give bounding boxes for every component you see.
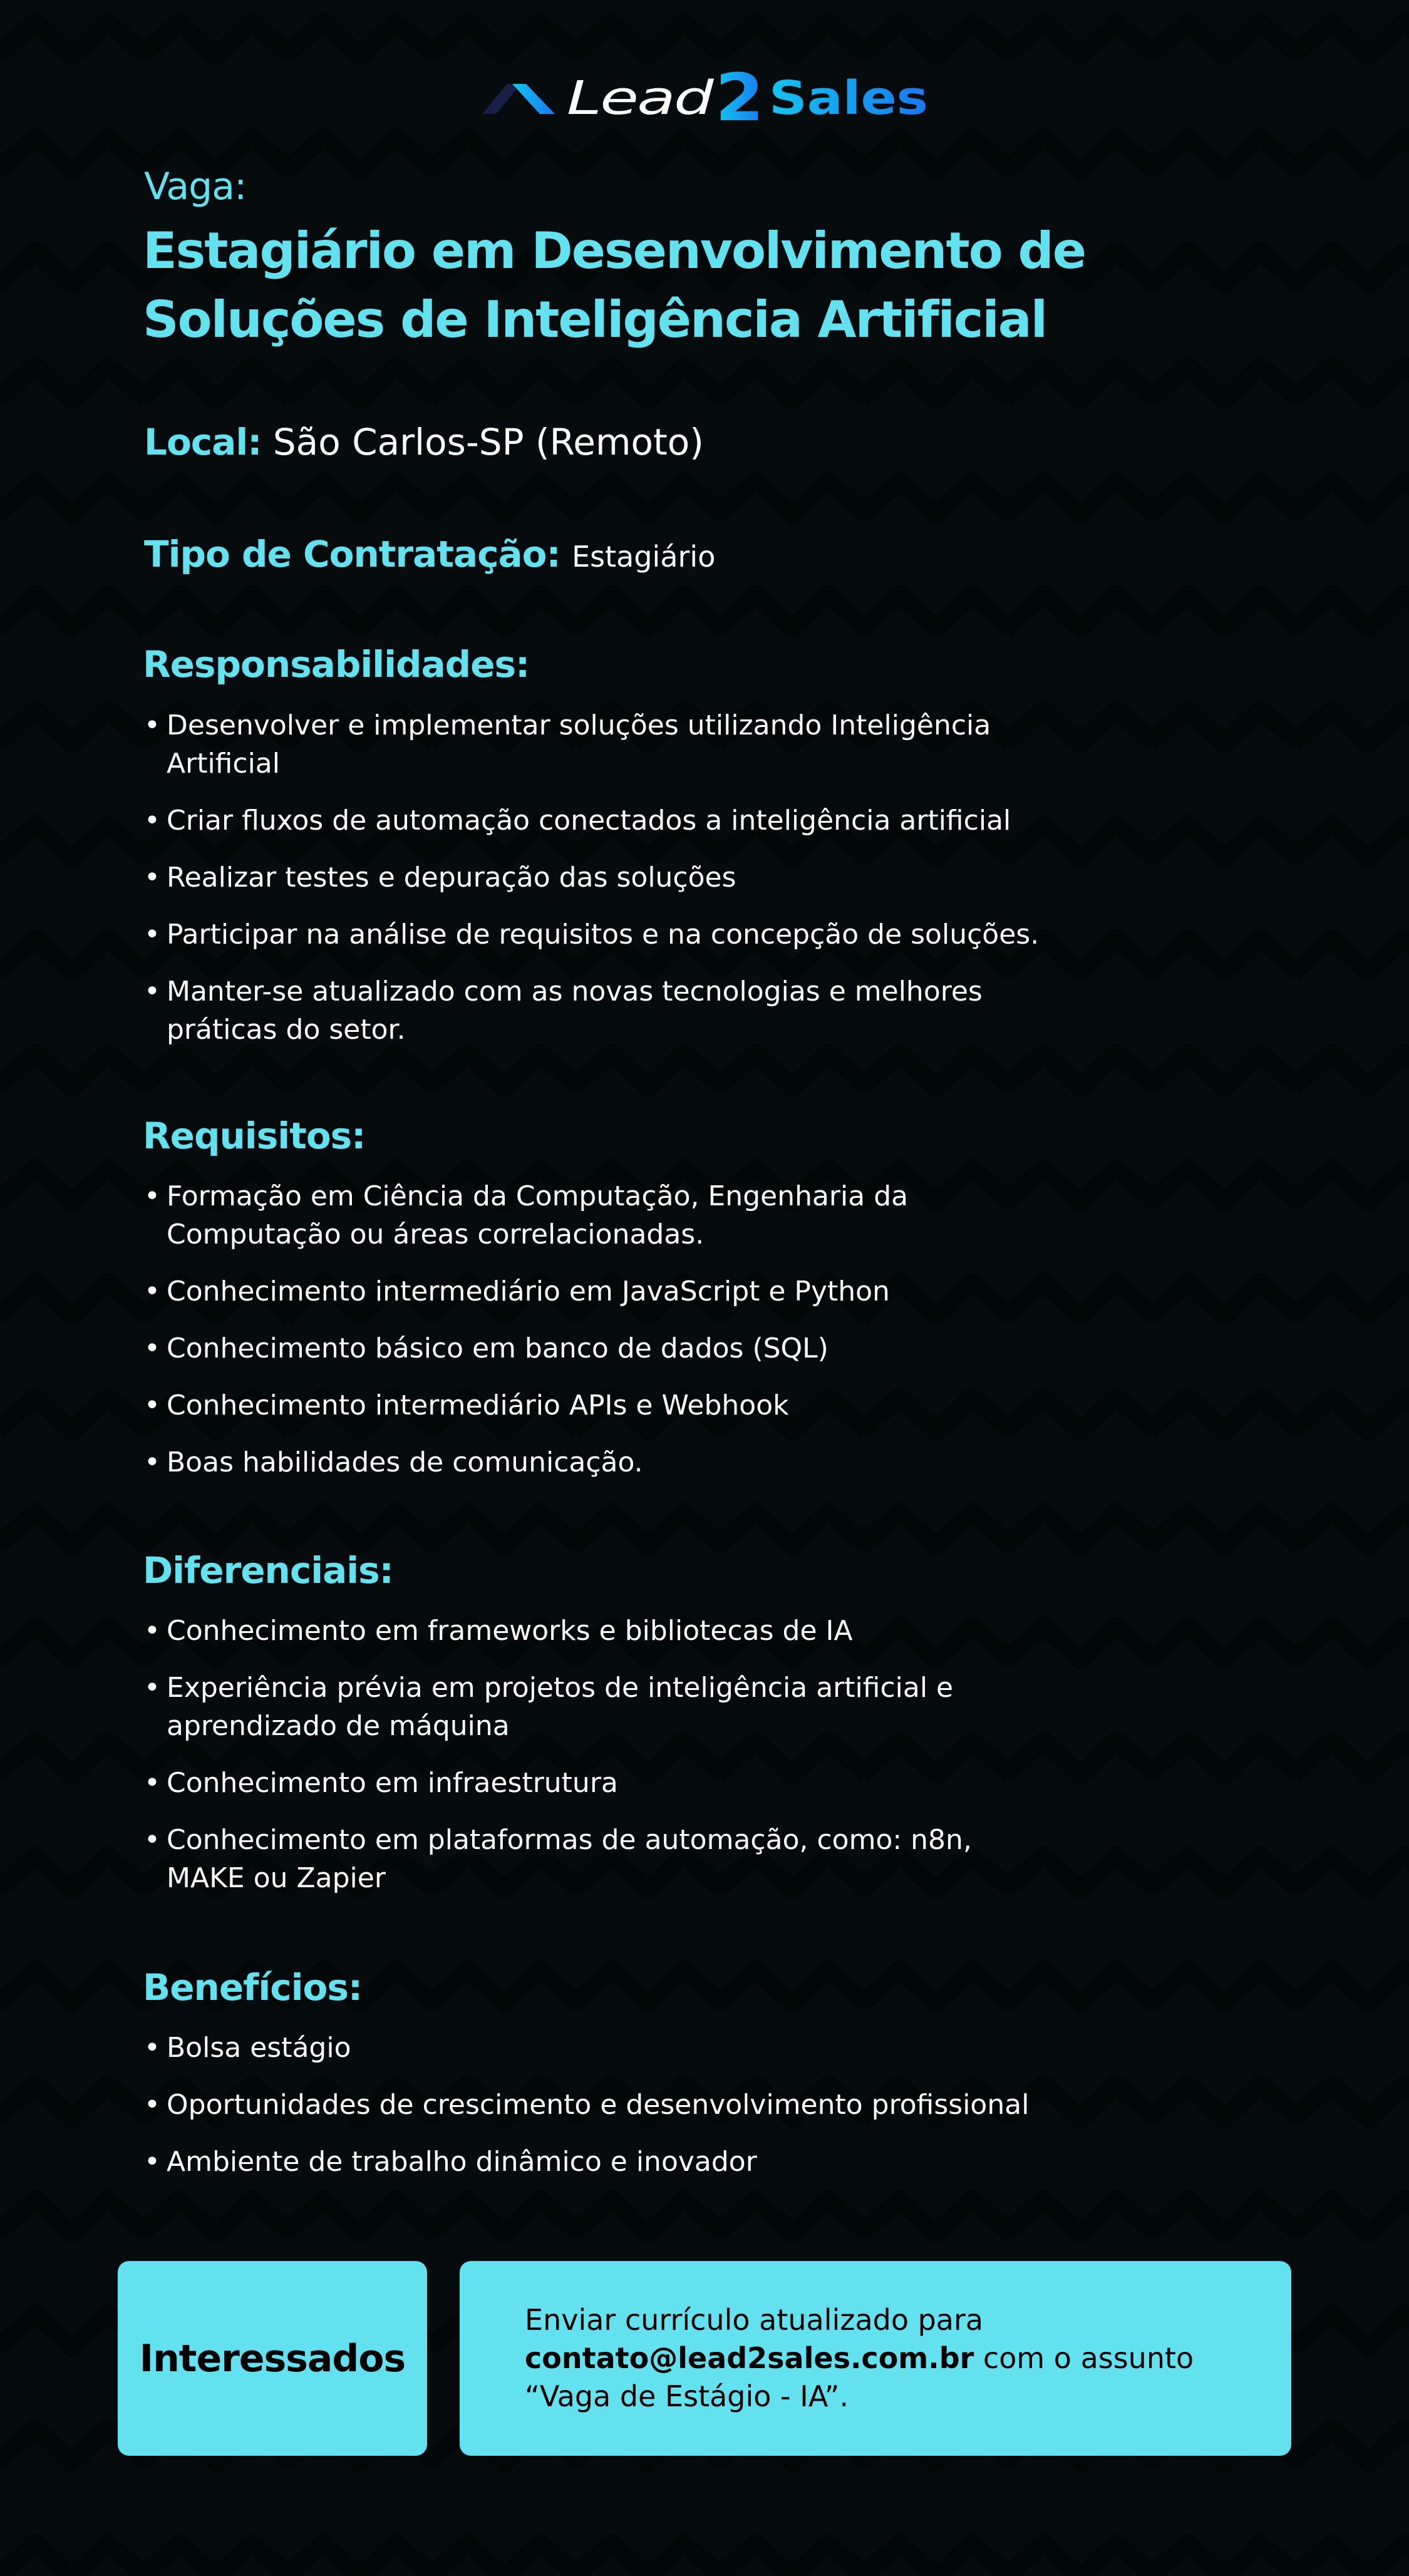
list-item-text: Formação em Ciência da Computação, Engenharia da xyxy=(167,1180,909,1212)
interested-box xyxy=(118,2261,427,2456)
list-item-text: Manter-se atualizado com as novas tecnologias e melhores xyxy=(167,976,983,1007)
contact-line-2 xyxy=(525,2339,1194,2378)
list-item-text: MAKE ou Zapier xyxy=(167,1862,386,1894)
contact-line-2-rest: com o assunto xyxy=(974,2341,1194,2375)
contract-type-label: Tipo de Contratação: xyxy=(144,533,560,575)
logo-text-lead: Lead xyxy=(567,71,715,125)
bullet-icon: • xyxy=(144,1824,160,1856)
list-item xyxy=(143,1764,1170,1802)
bullet-icon: • xyxy=(144,709,160,741)
list-item xyxy=(143,2029,1170,2067)
job-label: Vaga: xyxy=(144,165,247,209)
bullet-icon: • xyxy=(144,1446,160,1478)
list-item-text: Conhecimento em infraestrutura xyxy=(167,1767,618,1799)
bullet-icon: • xyxy=(144,862,160,894)
list-item-text: Artificial xyxy=(167,748,280,780)
list-item-text: Conhecimento em plataformas de automação, como: n8n, xyxy=(167,1824,972,1856)
responsibilities-heading: Responsabilidades: xyxy=(143,643,530,686)
contact-line-1: Enviar currículo atualizado para xyxy=(525,2303,984,2337)
responsibilities-list xyxy=(143,706,1170,1068)
list-item xyxy=(143,2086,1170,2124)
list-item xyxy=(143,858,1170,897)
list-item xyxy=(143,1329,1170,1368)
contact-email-link[interactable]: contato@lead2sales.com.br xyxy=(525,2341,974,2375)
requirements-list xyxy=(143,1177,1170,1500)
list-item-text: Computação ou áreas correlacionadas. xyxy=(167,1218,704,1250)
list-item-text: práticas do setor. xyxy=(167,1014,406,1046)
bullet-icon: • xyxy=(144,976,160,1007)
list-item-text: Conhecimento básico em banco de dados (SQL) xyxy=(167,1332,828,1364)
contact-instructions-box xyxy=(460,2261,1291,2456)
list-item-text: Ambiente de trabalho dinâmico e inovador xyxy=(167,2146,757,2178)
list-item xyxy=(143,1177,1170,1254)
location-row xyxy=(144,417,704,467)
contact-line-3: “Vaga de Estágio - IA”. xyxy=(525,2379,849,2413)
contract-type-value: Estagiário xyxy=(572,540,716,574)
list-item xyxy=(143,1612,1170,1650)
job-title-line: Estagiário em Desenvolvimento de xyxy=(143,222,1086,280)
bullet-icon: • xyxy=(144,1615,160,1647)
job-title xyxy=(143,217,1085,354)
bullet-icon: • xyxy=(144,1767,160,1799)
bullet-icon: • xyxy=(144,1180,160,1212)
roof-chevron-icon xyxy=(482,84,555,114)
location-label: Local: xyxy=(144,421,262,463)
list-item xyxy=(143,915,1170,954)
job-title-line: Soluções de Inteligência Artificial xyxy=(143,291,1047,349)
list-item xyxy=(143,972,1170,1049)
bullet-icon: • xyxy=(144,919,160,951)
location-value: São Carlos-SP (Remoto) xyxy=(272,421,704,463)
list-item xyxy=(143,1386,1170,1425)
bullet-icon: • xyxy=(144,2146,160,2178)
bullet-icon: • xyxy=(144,805,160,837)
list-item xyxy=(143,706,1170,783)
contact-instructions xyxy=(525,2301,1194,2416)
list-item-text: aprendizado de máquina xyxy=(167,1710,510,1742)
logo-text-2: 2 xyxy=(715,68,764,130)
list-item xyxy=(143,1443,1170,1481)
bullet-icon: • xyxy=(144,1332,160,1364)
company-logo xyxy=(481,68,932,130)
list-item-text: Desenvolver e implementar soluções utilizando Inteligência xyxy=(167,709,991,741)
list-item-text: Bolsa estágio xyxy=(167,2032,351,2064)
bullet-icon: • xyxy=(144,2089,160,2121)
list-item xyxy=(143,1669,1170,1745)
list-item-text: Boas habilidades de comunicação. xyxy=(167,1446,643,1478)
differentials-heading: Diferenciais: xyxy=(143,1549,393,1592)
list-item-text: Oportunidades de crescimento e desenvolvimento profissional xyxy=(167,2089,1030,2121)
list-item-text: Participar na análise de requisitos e na concepção de soluções. xyxy=(167,919,1040,951)
list-item xyxy=(143,801,1170,840)
bullet-icon: • xyxy=(144,1389,160,1421)
list-item xyxy=(143,1272,1170,1311)
list-item-text: Conhecimento intermediário APIs e Webhook xyxy=(167,1389,789,1421)
interested-label: Interessados xyxy=(139,2336,406,2381)
list-item-text: Conhecimento intermediário em JavaScript e Python xyxy=(167,1275,890,1307)
logo-text-sales: Sales xyxy=(769,71,928,125)
differentials-list xyxy=(143,1612,1170,1916)
list-item xyxy=(143,2143,1170,2181)
list-item-text: Criar fluxos de automação conectados a inteligência artificial xyxy=(167,805,1011,837)
bullet-icon: • xyxy=(144,2032,160,2064)
list-item-text: Conhecimento em frameworks e bibliotecas de IA xyxy=(167,1615,853,1647)
contract-type-row xyxy=(144,529,715,582)
list-item xyxy=(143,1821,1170,1897)
benefits-list xyxy=(143,2029,1170,2200)
requirements-heading: Requisitos: xyxy=(143,1115,366,1157)
list-item-text: Realizar testes e depuração das soluções xyxy=(167,862,736,894)
list-item-text: Experiência prévia em projetos de inteligência artificial e xyxy=(167,1672,954,1704)
bullet-icon: • xyxy=(144,1672,160,1704)
bullet-icon: • xyxy=(144,1275,160,1307)
benefits-heading: Benefícios: xyxy=(143,1966,363,2009)
